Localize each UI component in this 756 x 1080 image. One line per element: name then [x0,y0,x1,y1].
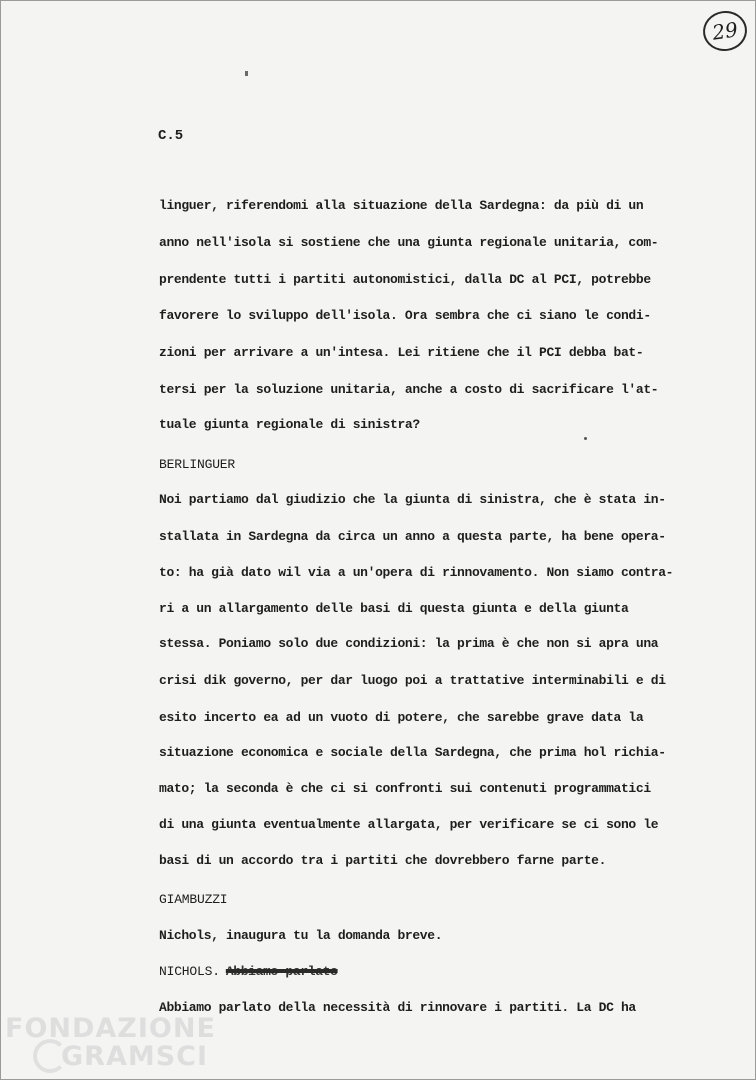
text-line: Nichols, inaugura tu la domanda breve. [159,928,443,943]
ink-dot [584,437,587,440]
text-line: di una giunta eventualmente allargata, per verificare se ci sono le [159,817,659,832]
speaker-name: NICHOLS. [159,964,220,979]
speaker-name: GIAMBUZZI [159,892,228,907]
speaker-name: BERLINGUER [159,457,236,472]
text-line: stallata in Sardegna da circa un anno a questa parte, ha bene opera- [159,529,666,544]
text-line: crisi dik governo, per dar luogo poi a trattative interminabili e di [159,673,666,688]
text-line: tuale giunta regionale di sinistra? [159,417,420,432]
text-line: anno nell'isola si sostiene che una giunta regionale unitaria, com- [159,235,659,250]
text-line: stessa. Poniamo solo due condizioni: la prima è che non si apra una [159,636,659,651]
text-line: tersi per la soluzione unitaria, anche a costo di sacrificare l'at- [159,382,659,397]
speaker-line [159,962,338,982]
page-reference: C.5 [158,128,184,144]
watermark-line-1: FONDAZIONE [5,1013,216,1044]
text-line: to: ha già dato wil via a un'opera di rinnovamento. Non siamo contra- [159,565,674,580]
text-line: ri a un allargamento delle basi di questa giunta e della giunta [159,601,629,616]
text-line: basi di un accordo tra i partiti che dovrebbero farne parte. [159,853,607,868]
text-line: favorere lo sviluppo dell'isola. Ora sembra che ci siano le condi- [159,308,651,323]
text-line: situazione economica e sociale della Sardegna, che prima hol richia- [159,745,666,760]
watermark-logo-icon [33,1039,67,1073]
text-line: prendente tutti i partiti autonomistici, dalla DC al PCI, potrebbe [159,272,651,287]
text-line: Noi partiamo dal giudizio che la giunta di sinistra, che è stata in- [159,492,666,507]
watermark-line-2: GRAMSCI [61,1041,209,1072]
margin-mark [245,71,248,76]
text-line: linguer, riferendomi alla situazione della Sardegna: da più di un [159,198,644,213]
text-line: mato; la seconda è che ci si confronti sui contenuti programmatici [159,781,651,796]
text-line: Abbiamo parlato della necessità di rinnovare i partiti. La DC ha [159,1000,636,1015]
text-line: zioni per arrivare a un'intesa. Lei ritiene che il PCI debba bat- [159,345,644,360]
page-number: 29 [700,8,749,54]
text-line: esito incerto ea ad un vuoto di potere, che sarebbe grave data la [159,710,644,725]
struck-out-text: Abbiamo parlato [225,964,338,979]
